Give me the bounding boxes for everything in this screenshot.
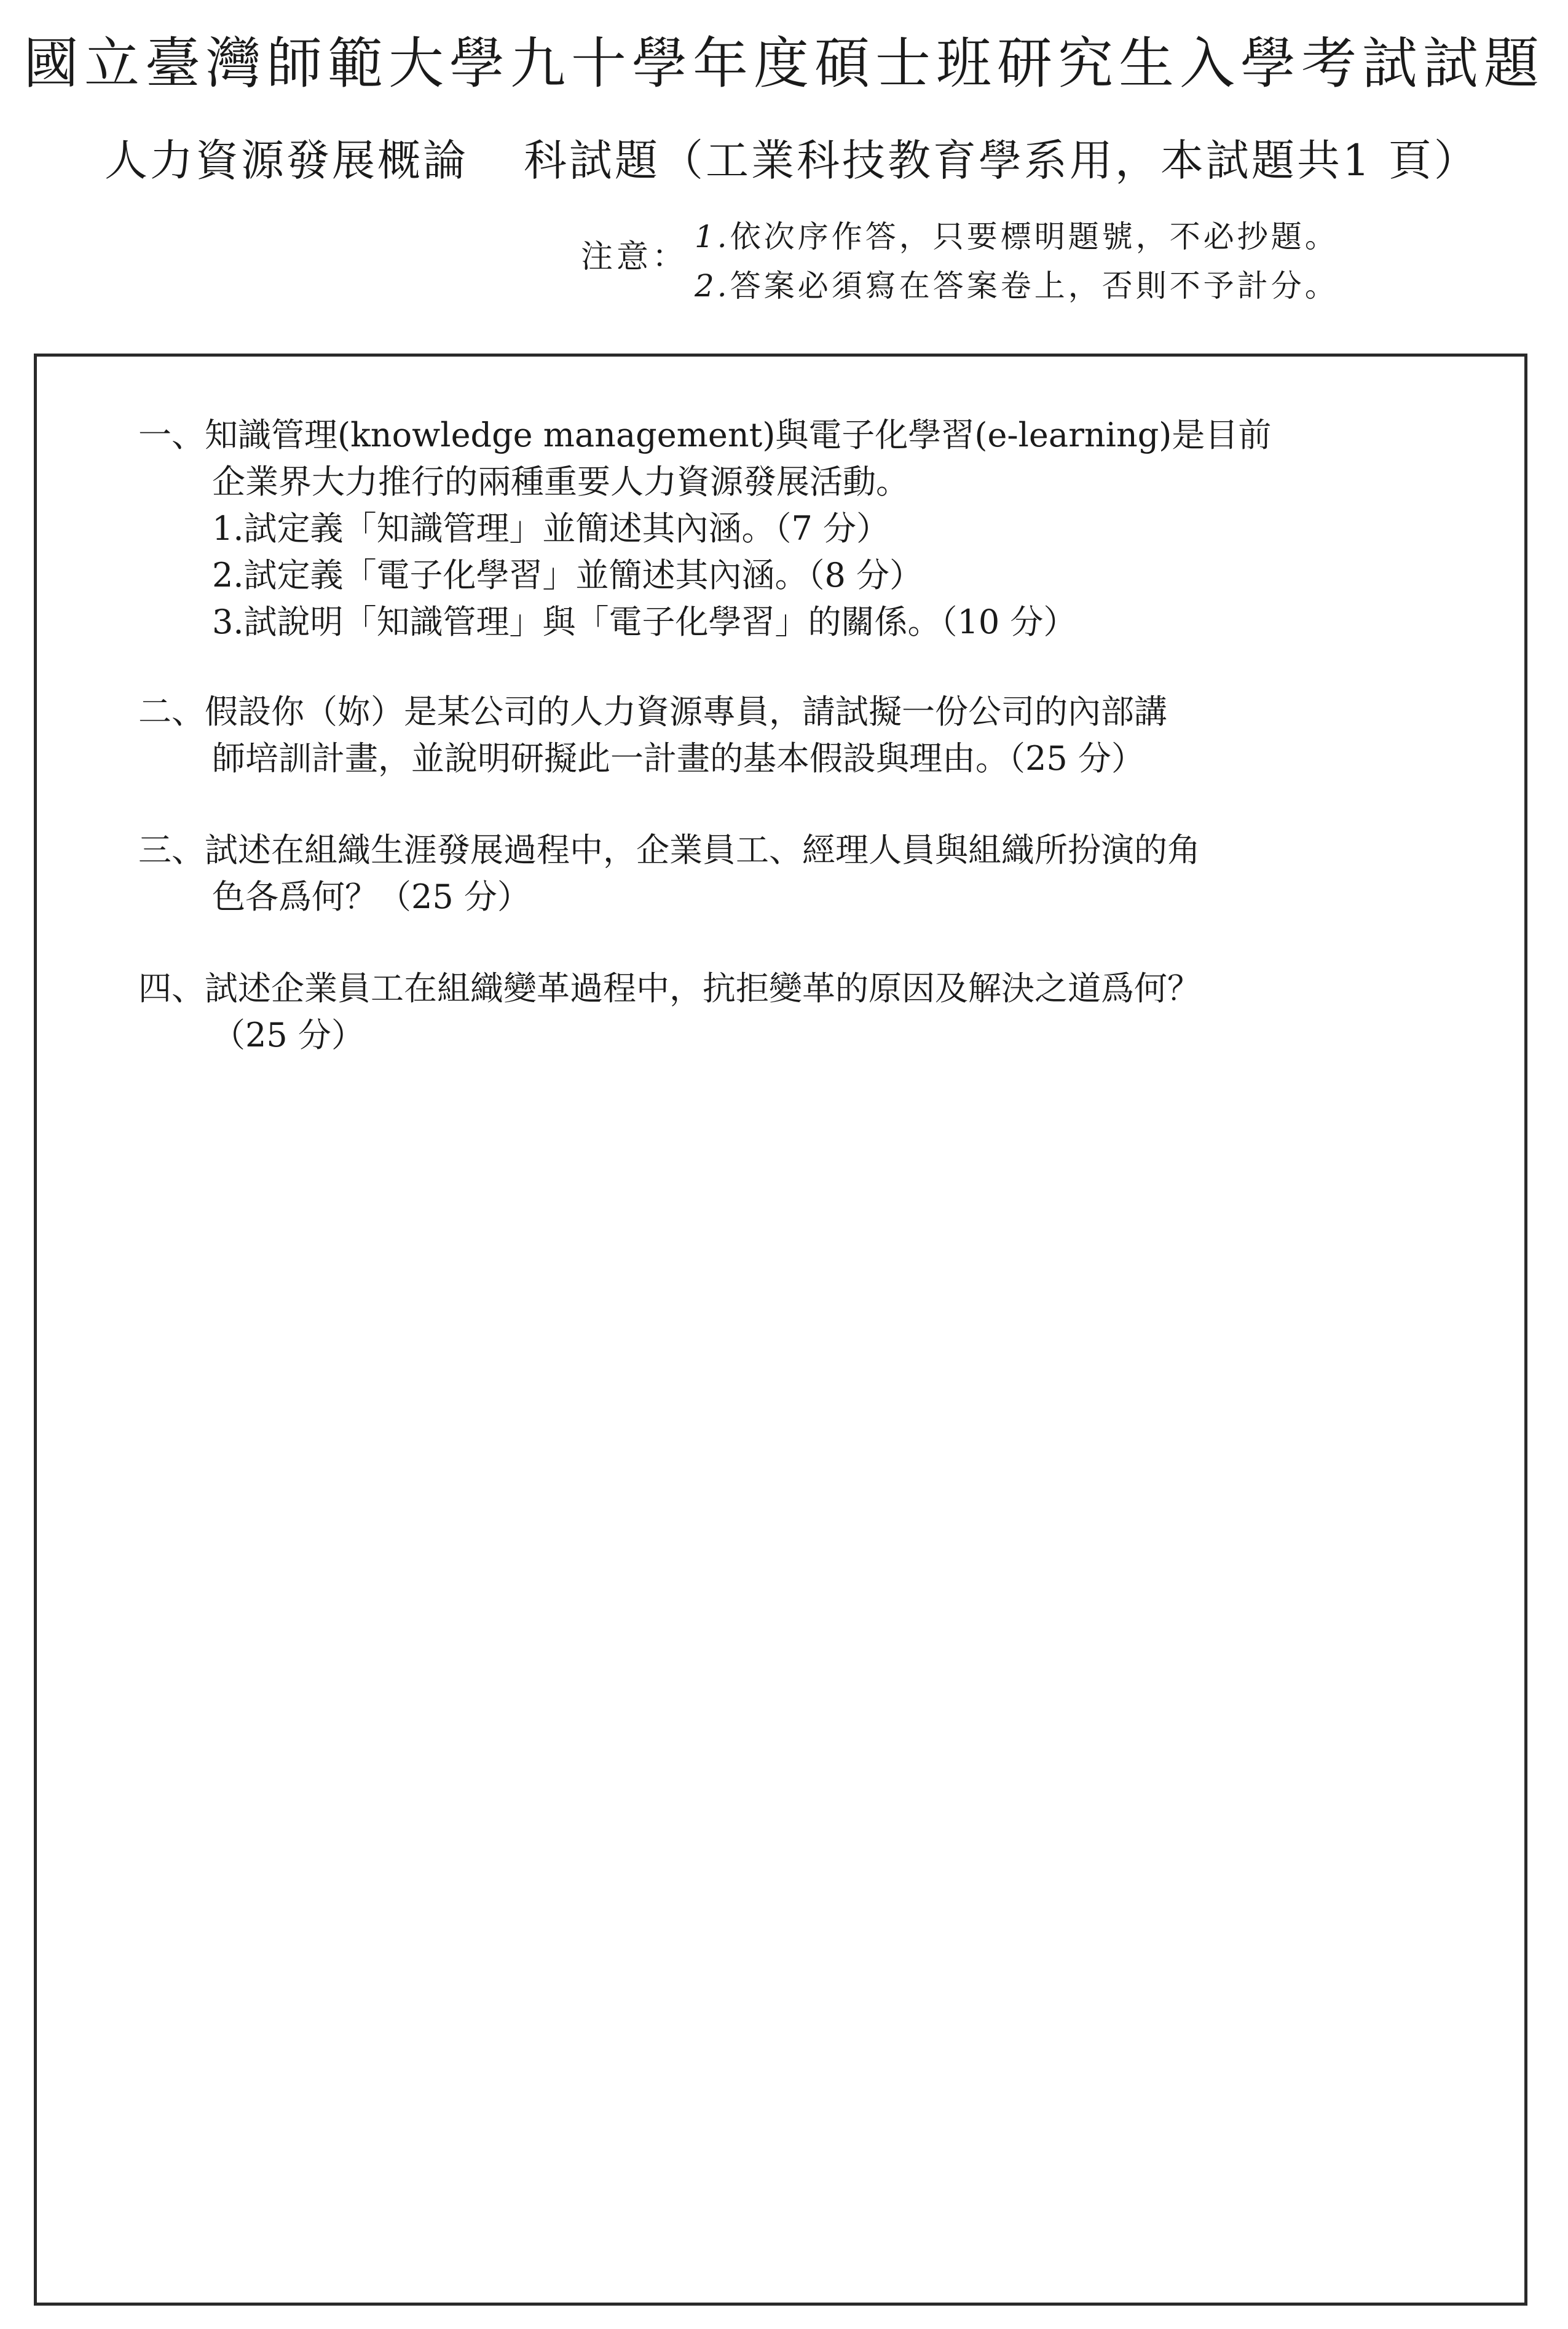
question-line: 企業界大力推行的兩種重要人力資源發展活動。 <box>212 462 909 501</box>
question-box <box>34 354 1527 2306</box>
exam-subtitle <box>104 126 1479 188</box>
question-line: （25 分） <box>212 1016 364 1054</box>
sub-question: 2.試定義「電子化學習」並簡述其內涵。（8 分） <box>212 556 923 595</box>
question-2 <box>138 689 1306 782</box>
question-3 <box>138 827 1306 920</box>
subject-name: 人力資源發展概論 <box>104 135 468 186</box>
notice-number: 1. <box>695 219 730 255</box>
notice-text: 答案必須寫在答案卷上，否則不予計分。 <box>730 268 1339 304</box>
notice-item <box>695 212 1339 256</box>
notice-label: 注意： <box>581 239 688 275</box>
notice-text: 依次序作答，只要標明題號，不必抄題。 <box>730 219 1339 255</box>
question-line: 四、試述企業員工在組織變革過程中，抗拒變革的原因及解決之道爲何？ <box>138 969 1200 1008</box>
notice-number: 2. <box>695 268 730 304</box>
question-line: 三、試述在組織生涯發展過程中，企業員工、經理人員與組織所扮演的角 <box>138 831 1200 869</box>
notice-item <box>695 261 1339 306</box>
sub-question: 1.試定義「知識管理」並簡述其內涵。（7 分） <box>212 509 890 548</box>
question-line: 二、假設你（妳）是某公司的人力資源專員，請試擬一份公司的內部講 <box>138 692 1167 731</box>
exam-title: 國立臺灣師範大學九十學年度碩士班研究生入學考試試題 <box>23 31 1545 96</box>
question-line: 色各爲何？（25 分） <box>212 877 530 916</box>
subtitle-details: 科試題（工業科技教育學系用，本試題共1 頁） <box>524 135 1479 186</box>
sub-question: 3.試說明「知識管理」與「電子化學習」的關係。（10 分） <box>212 603 1077 641</box>
question-line: 一、知識管理(knowledge management)與電子化學習(e-learning)是目前 <box>138 416 1272 454</box>
question-4 <box>138 965 1306 1059</box>
question-1 <box>138 412 1306 646</box>
question-line: 師培訓計畫，並說明研擬此一計畫的基本假設與理由。（25 分） <box>212 739 1144 778</box>
